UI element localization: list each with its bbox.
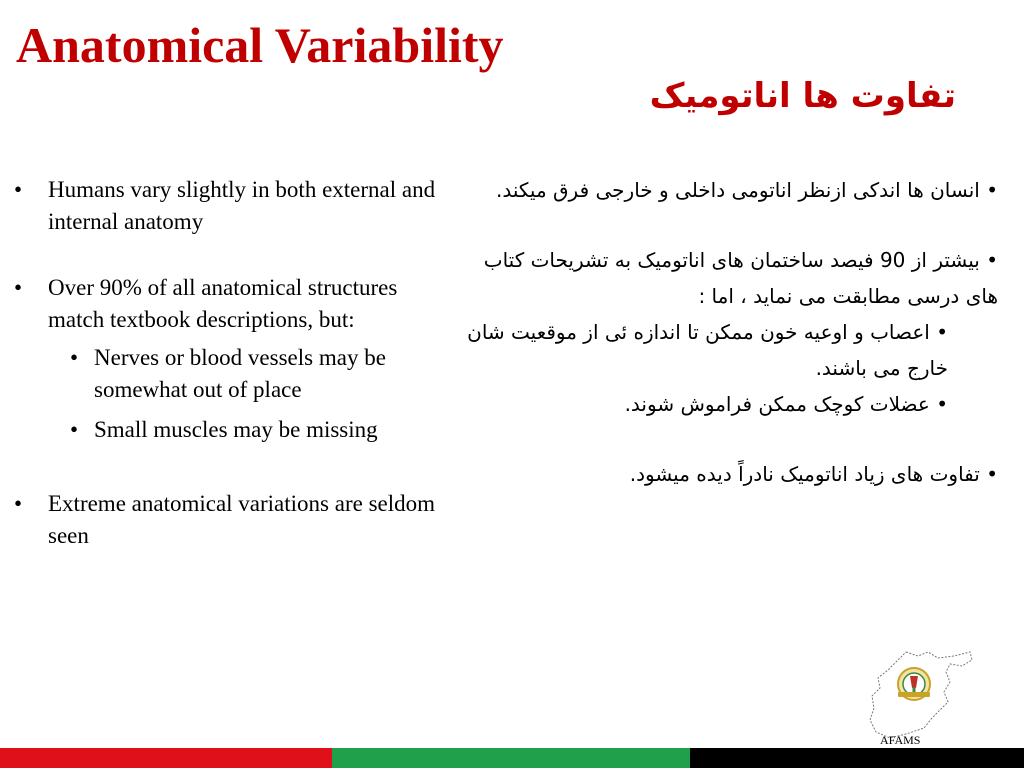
logo-label: AFAMS: [880, 733, 921, 747]
footer-red-stripe: [0, 748, 332, 768]
persian-content: [458, 172, 998, 492]
footer-green-stripe: [332, 748, 690, 768]
english-sub-bullet-2: • Small muscles may be missing: [12, 414, 452, 446]
persian-sub-bullet-1: • اعصاب و اوعیه خون ممکن تا اندازه ئی از موقعیت شان خارج می باشند.: [467, 320, 948, 380]
english-bullet-2: • Over 90% of all anatomical structures match textbook descriptions, but:: [12, 272, 452, 336]
spacer: [458, 208, 998, 242]
footer-bar: [0, 748, 1024, 768]
persian-bullet-2: • بیشتر از 90 فیصد ساختمان های اناتومیک به تشریحات کتاب های درسی مطابقت می نماید ، اما :: [483, 248, 998, 308]
english-bullet-1: • Humans vary slightly in both external and internal anatomy: [12, 174, 452, 238]
slide-title-english: Anatomical Variability: [16, 17, 504, 73]
english-sub-bullet-1: • Nerves or blood vessels may be somewhat out of place: [12, 342, 452, 406]
persian-bullet-3: • تفاوت های زیاد اناتومیک نادراً دیده میشود.: [629, 462, 998, 486]
footer-black-stripe: [690, 748, 1024, 768]
spacer: [458, 422, 998, 456]
slide-title-persian: تفاوت ها اناتومیک: [649, 76, 956, 116]
persian-bullet-1: • انسان ها اندکی ازنظر اناتومی داخلی و خارجی فرق میکند.: [495, 178, 998, 202]
persian-sub-bullet-2: • عضلات کوچک ممکن فراموش شوند.: [624, 392, 948, 416]
english-bullet-3: • Extreme anatomical variations are seldom seen: [12, 488, 452, 552]
afghanistan-map-logo-icon: [866, 648, 976, 744]
english-sub-list: [12, 342, 452, 446]
spacer: [12, 454, 452, 488]
english-content: [12, 174, 452, 552]
spacer: [12, 238, 452, 272]
